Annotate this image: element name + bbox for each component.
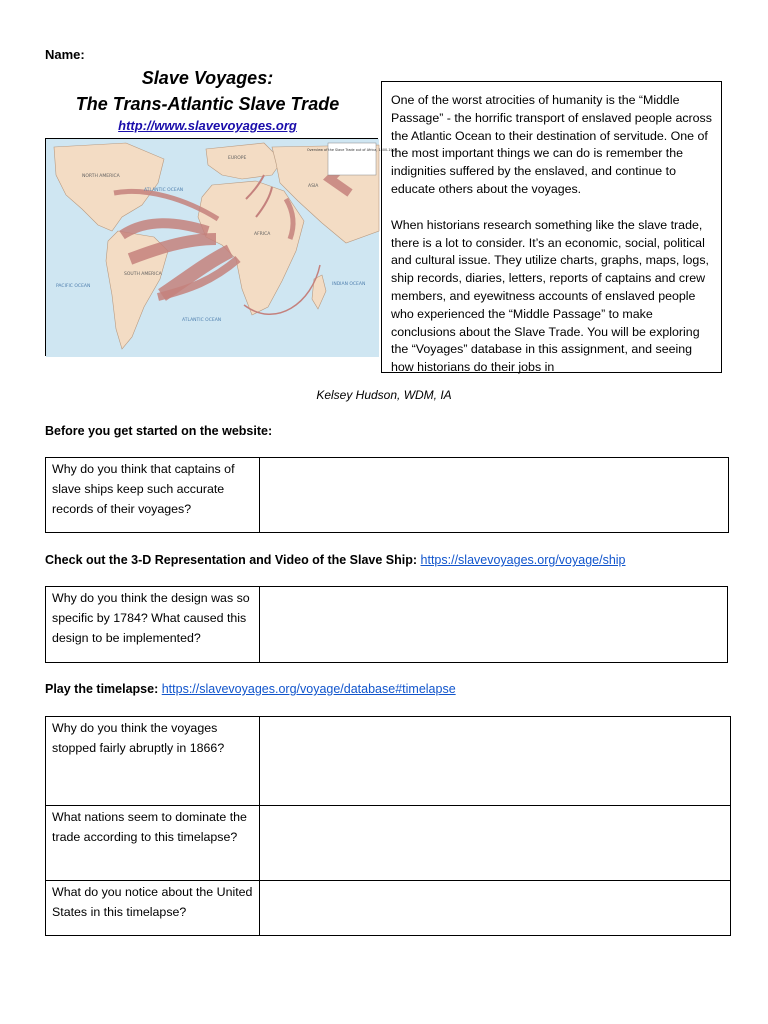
- table-row: [46, 881, 731, 936]
- svg-text:AFRICA: AFRICA: [254, 232, 271, 237]
- question-table-3: [45, 716, 731, 936]
- question-cell: What do you notice about the United States in this timelapse?: [46, 881, 260, 936]
- question-cell: Why do you think the voyages stopped fairly abruptly in 1866?: [46, 717, 260, 806]
- question-table-2: [45, 586, 728, 663]
- table-row: [46, 587, 728, 663]
- section-heading-timelapse: [45, 682, 456, 696]
- answer-cell[interactable]: [260, 587, 728, 663]
- ship-link[interactable]: https://slavevoyages.org/voyage/ship: [420, 553, 626, 567]
- section-heading-ship: [45, 553, 626, 567]
- author-credit: Kelsey Hudson, WDM, IA: [316, 388, 452, 402]
- question-cell: Why do you think the design was so specific by 1784? What caused this design to be implemented?: [46, 587, 260, 663]
- section-heading-label: Play the timelapse:: [45, 682, 162, 696]
- answer-cell[interactable]: [260, 806, 731, 881]
- table-row: [46, 806, 731, 881]
- svg-text:PACIFIC OCEAN: PACIFIC OCEAN: [56, 284, 91, 289]
- page-subtitle: The Trans-Atlantic Slave Trade: [75, 94, 340, 114]
- section-heading-label: Before you get started on the website:: [45, 424, 273, 438]
- svg-text:ASIA: ASIA: [308, 184, 319, 189]
- section-heading-before: [45, 424, 272, 438]
- question-cell: What nations seem to dominate the trade according to this timelapse?: [46, 806, 260, 881]
- page-title: Slave Voyages:: [141, 68, 274, 88]
- table-row: [46, 458, 729, 533]
- intro-paragraph-2: When historians research something like the slave trade, there is a lot to consider. It’s an economic, social, political and cultural issue. They utilize charts, graphs, maps, logs, ship records, diaries, letters, reports of captains and crew members, and eyewitness accounts of enslaved people who experienced the “Middle Passage” to make conclusions about the Slave Trade. You will be exploring the “Voyages” database in this assignment, and seeing how historians do their jobs in: [391, 217, 709, 375]
- intro-paragraph-1: One of the worst atrocities of humanity is the “Middle Passage” - the horrific transport of enslaved people across the Atlantic Ocean to their destination of servitude. One of the most important things we can do is remember the indignities suffered by the enslaved, and continue to educate others about the voyages.: [391, 93, 712, 196]
- answer-cell[interactable]: [260, 717, 731, 806]
- svg-text:SOUTH AMERICA: SOUTH AMERICA: [124, 272, 162, 277]
- table-row: [46, 717, 731, 806]
- section-heading-label: Check out the 3-D Representation and Video of the Slave Ship:: [45, 553, 421, 567]
- svg-text:Overview of the Slave Trade ou: Overview of the Slave Trade out of Africa, 1500-1900: [306, 148, 398, 152]
- timelapse-link[interactable]: https://slavevoyages.org/voyage/database#timelapse: [161, 682, 456, 696]
- slave-trade-map: [45, 138, 398, 356]
- answer-cell[interactable]: [260, 881, 731, 936]
- svg-text:NORTH AMERICA: NORTH AMERICA: [82, 174, 120, 179]
- question-cell: Why do you think that captains of slave ships keep such accurate records of their voyages?: [46, 458, 260, 533]
- svg-text:INDIAN OCEAN: INDIAN OCEAN: [332, 282, 366, 287]
- svg-text:ATLANTIC OCEAN: ATLANTIC OCEAN: [182, 318, 222, 323]
- svg-text:ATLANTIC OCEAN: ATLANTIC OCEAN: [144, 188, 184, 193]
- answer-cell[interactable]: [260, 458, 729, 533]
- website-link[interactable]: http://www.slavevoyages.org: [118, 118, 297, 133]
- svg-text:EUROPE: EUROPE: [228, 156, 247, 161]
- name-label: Name:: [45, 47, 85, 62]
- question-table-1: [45, 457, 729, 533]
- intro-text-box: [381, 81, 722, 373]
